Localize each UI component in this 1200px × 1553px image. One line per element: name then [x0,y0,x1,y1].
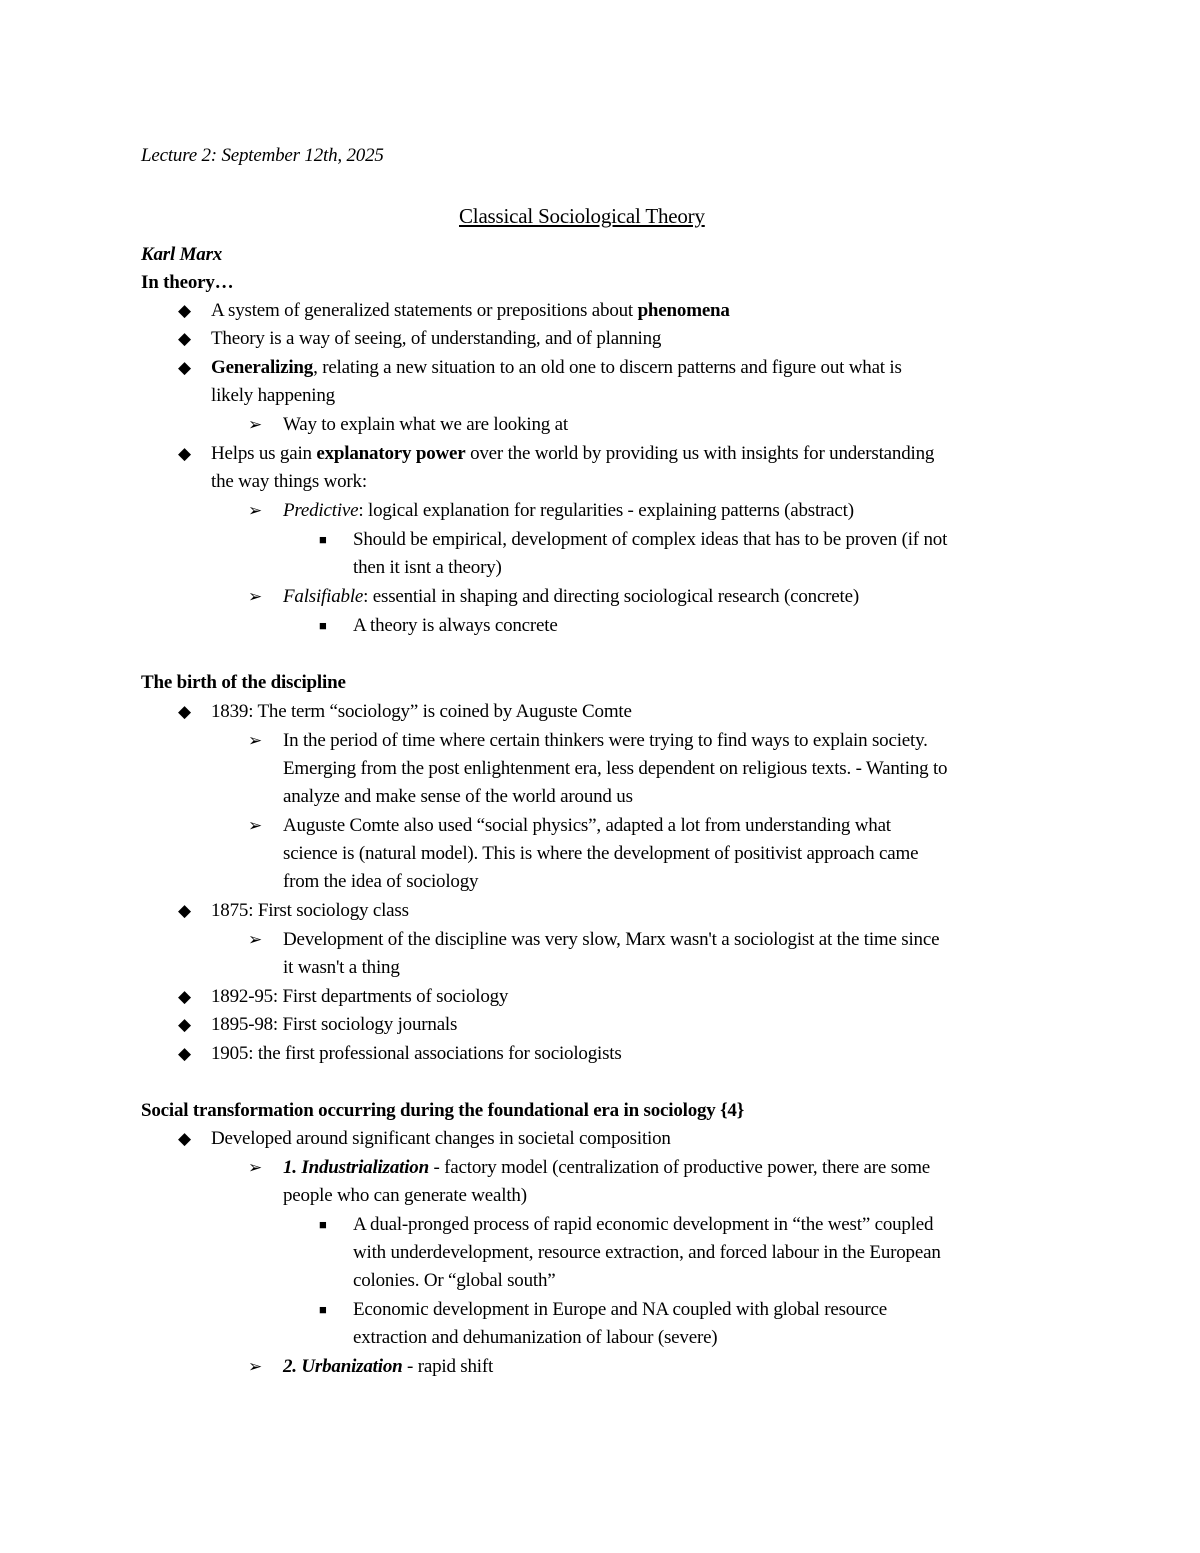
sub-list-item-continued: it wasn't a thing [283,957,400,978]
square-bullet-icon: ■ [319,1217,327,1232]
sub-list-item: In the period of time where certain thinkers were trying to find ways to explain society. [283,730,928,751]
list-item: 1892-95: First departments of sociology [211,986,509,1007]
diamond-bullet-icon: ◆ [178,329,192,348]
sub-list-item: Auguste Comte also used “social physics”, adapted a lot from understanding what [283,815,891,836]
list-item: Helps us gain explanatory power over the world by providing us with insights for understanding [211,443,935,464]
sub-list-item: Predictive: logical explanation for regularities - explaining patterns (abstract) [283,500,854,521]
sub-list-item-continued: people who can generate wealth) [283,1185,527,1206]
sub-sub-list-item: Economic development in Europe and NA coupled with global resource [353,1299,887,1320]
sub-list-item: 1. Industrialization - factory model (centralization of productive power, there are some [283,1157,931,1178]
sub-sub-list-item-continued: with underdevelopment, resource extraction, and forced labour in the European [353,1242,941,1263]
sub-list-item: 2. Urbanization - rapid shift [283,1356,494,1377]
list-item-continued: the way things work: [211,471,367,492]
diamond-bullet-icon: ◆ [178,1015,192,1034]
sub-sub-list-item: A theory is always concrete [353,615,558,636]
sub-sub-list-item-continued: extraction and dehumanization of labour (severe) [353,1327,718,1348]
diamond-bullet-icon: ◆ [178,987,192,1006]
list-item: A system of generalized statements or prepositions about phenomena [211,300,730,321]
arrow-bullet-icon: ➢ [248,1158,263,1177]
arrow-bullet-icon: ➢ [248,415,263,434]
list-item: 1895-98: First sociology journals [211,1014,458,1035]
section-heading-social-transformation: Social transformation occurring during the foundational era in sociology {4} [141,1100,745,1121]
square-bullet-icon: ■ [319,1302,327,1317]
page-title: Classical Sociological Theory [459,204,705,228]
list-item: 1905: the first professional associations for sociologists [211,1043,622,1064]
diamond-bullet-icon: ◆ [178,901,192,920]
diamond-bullet-icon: ◆ [178,444,192,463]
arrow-bullet-icon: ➢ [248,587,263,606]
list-item: 1839: The term “sociology” is coined by Auguste Comte [211,701,632,722]
list-item: 1875: First sociology class [211,900,409,921]
sub-list-item-continued: Emerging from the post enlightenment era, less dependent on religious texts. - Wanting to [283,758,948,779]
square-bullet-icon: ■ [319,532,327,547]
arrow-bullet-icon: ➢ [248,1357,263,1376]
diamond-bullet-icon: ◆ [178,1044,192,1063]
section-heading-in-theory: In theory… [141,272,234,293]
sub-sub-list-item-continued: colonies. Or “global south” [353,1270,556,1291]
sub-list-item: Way to explain what we are looking at [283,414,568,435]
lecture-date: Lecture 2: September 12th, 2025 [141,145,384,166]
sub-sub-list-item-continued: then it isnt a theory) [353,557,502,578]
sub-sub-list-item: Should be empirical, development of complex ideas that has to be proven (if not [353,529,948,550]
sub-sub-list-item: A dual-pronged process of rapid economic development in “the west” coupled [353,1214,934,1235]
subtitle-karl-marx: Karl Marx [141,244,223,265]
section-heading-birth-of-discipline: The birth of the discipline [141,672,346,693]
sub-list-item: Falsifiable: essential in shaping and directing sociological research (concrete) [283,586,859,607]
diamond-bullet-icon: ◆ [178,358,192,377]
sub-list-item-continued: analyze and make sense of the world around us [283,786,633,807]
list-item: Theory is a way of seeing, of understanding, and of planning [211,328,662,349]
diamond-bullet-icon: ◆ [178,1129,192,1148]
list-item: Developed around significant changes in societal composition [211,1128,671,1149]
diamond-bullet-icon: ◆ [178,301,192,320]
square-bullet-icon: ■ [319,618,327,633]
arrow-bullet-icon: ➢ [248,930,263,949]
list-item-continued: likely happening [211,385,335,406]
list-item: Generalizing, relating a new situation to an old one to discern patterns and figure out what is [211,357,902,378]
arrow-bullet-icon: ➢ [248,501,263,520]
sub-list-item: Development of the discipline was very slow, Marx wasn't a sociologist at the time since [283,929,940,950]
sub-list-item-continued: from the idea of sociology [283,871,479,892]
arrow-bullet-icon: ➢ [248,731,263,750]
diamond-bullet-icon: ◆ [178,702,192,721]
arrow-bullet-icon: ➢ [248,816,263,835]
sub-list-item-continued: science is (natural model). This is where the development of positivist approach came [283,843,919,864]
